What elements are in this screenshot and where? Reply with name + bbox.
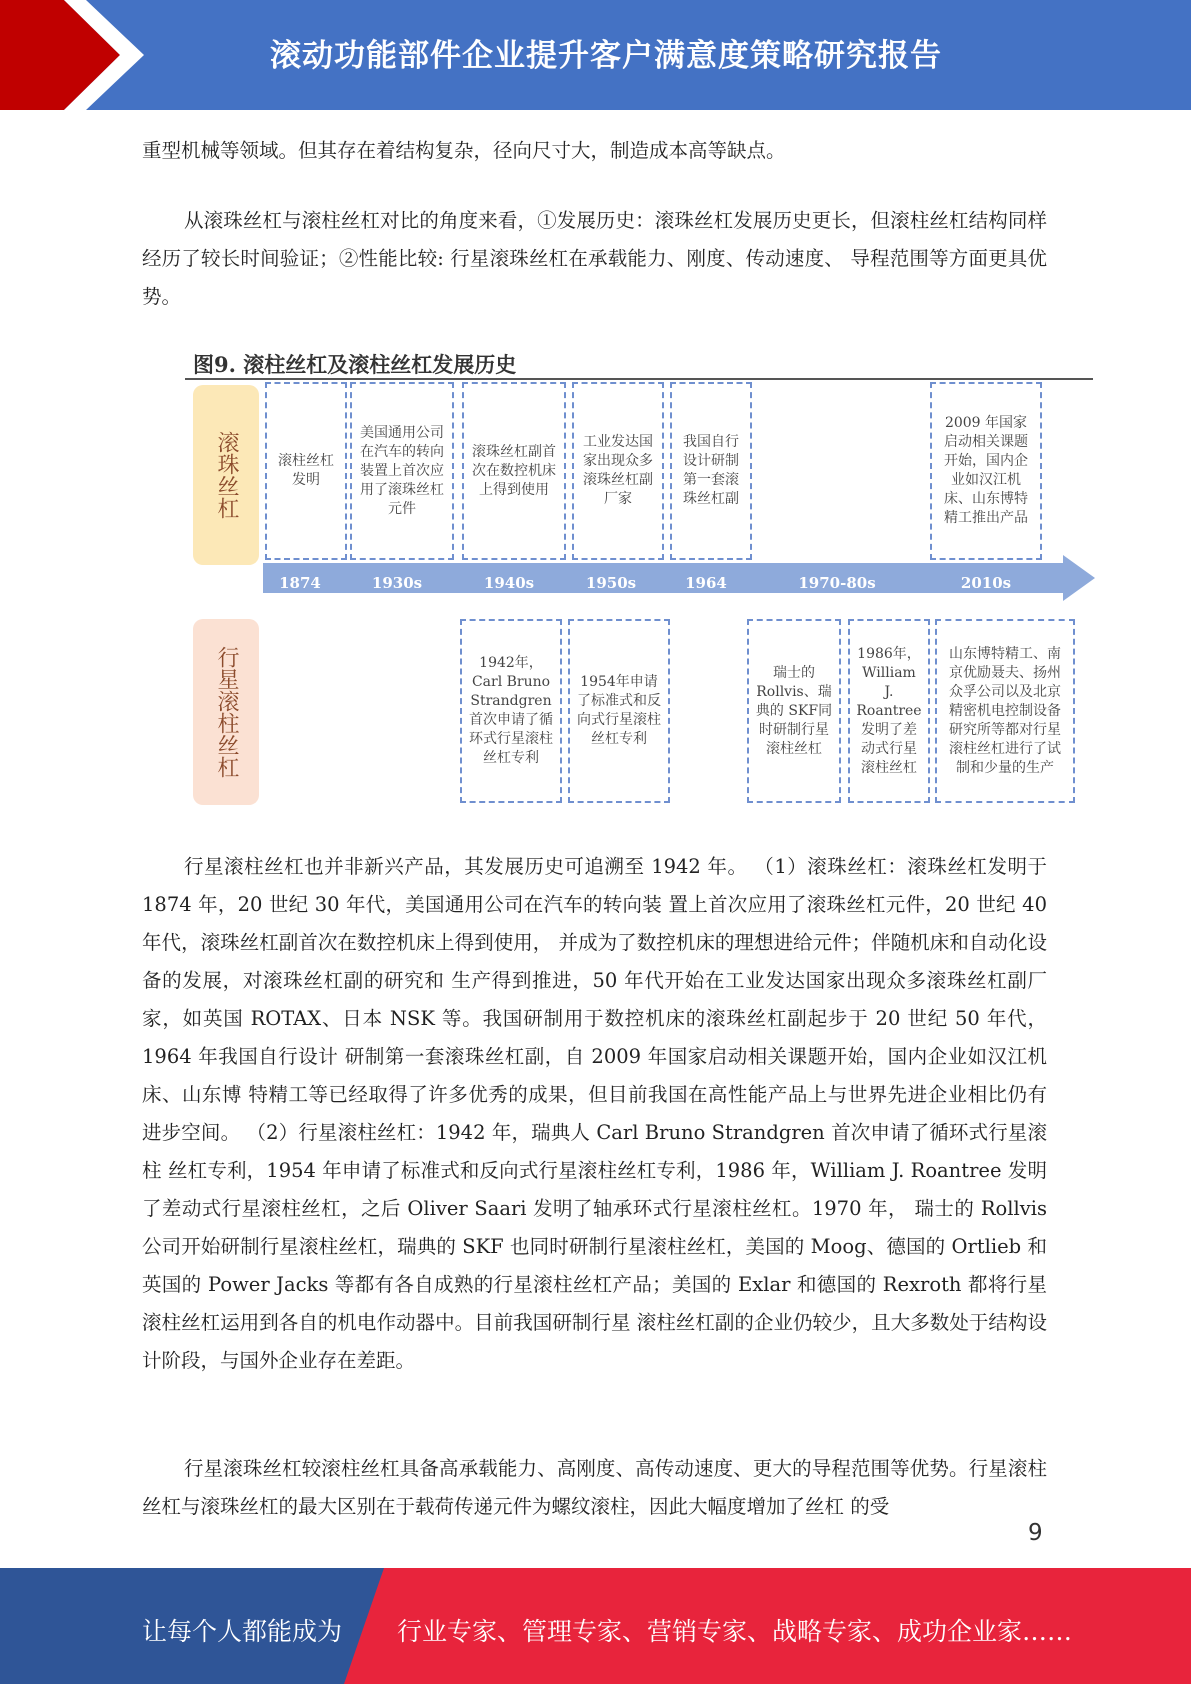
paragraph-3: 行星滚柱丝杠也并非新兴产品，其发展历史可追溯至 1942 年。 （1）滚珠丝杠：滚珠丝杠发明于 1874 年，20 世纪 30 年代，美国通用公司在汽车的转向装 置上首次应用了滚珠丝杠元件，20 世纪 40 年代，滚珠丝杠副首次在数控机床上得到使用， 并成为了数控机床的理想进给元件；伴随机床和自动化设备的发展，对滚珠丝杠副的研究和 生产得到推进，50 年代开始在工业发达国家出现众多滚珠丝杠副厂家，如英国 ROTAX、日本 NSK 等。我国研制用于数控机床的滚珠丝杠副起步于 20 世纪 50 年代，1964 年我国自行设计 研制第一套滚珠丝杠副，自 2009 年国家启动相关课题开始，国内企业如汉江机床、山东博 特精工等已经取得了许多优秀的成果，但目前我国在高性能产品上与世界先进企业相比仍有 进步空间。 （2）行星滚柱丝杠：1942 年，瑞典人 Carl Bruno Strandgren 首次申请了循环式行星滚柱 丝杠专利，1954 年申请了标准式和反向式行星滚柱丝杠专利，1986 年，William J. Roantree 发明了差动式行星滚柱丝杠，之后 Oliver Saari 发明了轴承环式行星滚柱丝杠。1970 年， 瑞士的 Rollvis 公司开始研制行星滚柱丝杠，瑞典的 SKF 也同时研制行星滚柱丝杠，美国的 Moog、德国的 Ortlieb 和英国的 Power Jacks 等都有各自成熟的行星滚柱丝杠产品；美国的 Exlar 和德国的 Rexroth 都将行星滚柱丝杠运用到各自的机电作动器中。目前我国研制行星 滚柱丝杠副的企业仍较少，且大多数处于结构设计阶段，与国外企业存在差距。 <box>142 855 1047 1372</box>
timeline-2010s: 2010s <box>960 574 1012 592</box>
timeline-1970-80s: 1970-80s <box>798 574 876 592</box>
event-1940s: 滚珠丝杠副首次在数控机床上得到使用 <box>462 382 566 560</box>
roller-event-1954: 1954年申请了标准式和反向式行星滚柱丝杠专利 <box>568 619 670 803</box>
category-planetary-roller-screw: 行星滚柱丝杠 <box>193 619 259 805</box>
page-number: 9 <box>1028 1520 1043 1546</box>
category-ball-screw: 滚珠丝杠 <box>193 385 259 565</box>
paragraph-1: 重型机械等领域。但其存在着结构复杂，径向尺寸大，制造成本高等缺点。 <box>142 139 786 162</box>
event-2010s: 2009 年国家启动相关课题开始，国内企业如汉江机床、山东博特精工推出产品 <box>930 382 1042 560</box>
figure-title: 图9. 滚柱丝杠及滚柱丝杠发展历史 <box>193 352 517 377</box>
figure-divider <box>185 378 1093 380</box>
timeline-1930s: 1930s <box>371 574 423 592</box>
roller-event-1942: 1942年，Carl Bruno Strandgren 首次申请了循环式行星滚柱丝杠专利 <box>460 619 562 803</box>
roller-event-2010s: 山东博特精工、南京优励聂夫、扬州众孚公司以及北京精密机电控制设备研究所等都对行星滚柱丝杠进行了试制和少量的生产 <box>935 619 1075 803</box>
event-1874: 滚柱丝杠发明 <box>265 382 347 560</box>
timeline-1964: 1964 <box>685 574 727 592</box>
event-1950s: 工业发达国家出现众多滚珠丝杠副厂家 <box>572 382 664 560</box>
footer-slogan-left: 让每个人都能成为 <box>142 1617 343 1646</box>
paragraph-2: 从滚珠丝杠与滚柱丝杠对比的角度来看，①发展历史：滚珠丝杠发展历史更长，但滚柱丝杠结构同样经历了较长时间验证；②性能比较: 行星滚珠丝杠在承载能力、刚度、传动速度、 导程范围等方面更具优势。 <box>142 209 1047 308</box>
timeline-1874: 1874 <box>279 574 321 592</box>
roller-event-1970: 瑞士的 Rollvis、瑞典的 SKF同时研制行星滚柱丝杠 <box>747 619 841 803</box>
timeline-1950s: 1950s <box>585 574 637 592</box>
page-header <box>0 0 1191 110</box>
report-title: 滚动功能部件企业提升客户满意度策略研究报告 <box>270 38 942 74</box>
page-footer <box>0 1568 1191 1684</box>
chevron-icon <box>0 0 160 110</box>
timeline-1940s: 1940s <box>483 574 535 592</box>
history-figure <box>185 345 1095 810</box>
roller-event-1986: 1986年，William J. Roantree 发明了差动式行星滚柱丝杠 <box>848 619 930 803</box>
footer-slogan-right: 行业专家、管理专家、营销专家、战略专家、成功企业家…… <box>397 1617 1073 1646</box>
event-1964: 我国自行设计研制第一套滚珠丝杠副 <box>670 382 752 560</box>
event-1930s: 美国通用公司在汽车的转向装置上首次应用了滚珠丝杠元件 <box>350 382 454 560</box>
paragraph-4: 行星滚珠丝杠较滚柱丝杠具备高承载能力、高刚度、高传动速度、更大的导程范围等优势。行星滚柱丝杠与滚珠丝杠的最大区别在于载荷传递元件为螺纹滚柱，因此大幅度增加了丝杠 的受 <box>142 1457 1047 1518</box>
